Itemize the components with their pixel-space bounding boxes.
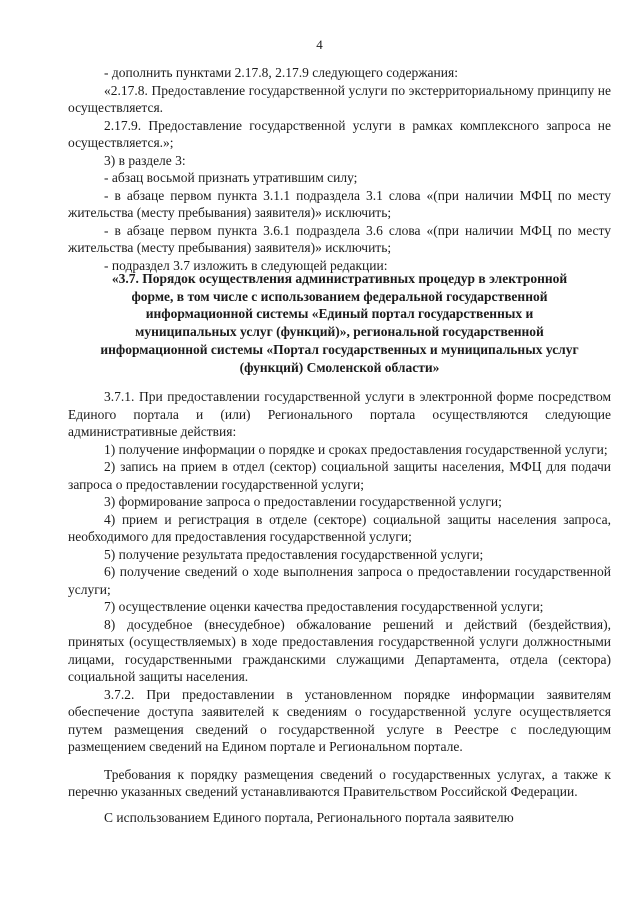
paragraph: С использованием Единого портала, Регионального портала заявителю [104,809,514,825]
paragraph: 3) в разделе 3: [104,152,186,168]
heading-line: (функций) Смоленской области» [239,359,440,375]
heading-line: «3.7. Порядок осуществления административных процедур в электронной [111,271,568,286]
list-item: 7) осуществление оценки качества предоставления государственной услуги; [104,599,544,614]
list-item: 5) получение результата предоставления государственной услуги; [104,546,484,562]
heading-line: информационной системы «Портал государственных и муниципальных услуг [100,341,579,357]
heading-line: информационной системы «Единый портал государственных и [145,306,534,322]
list-item: 8) досудебное (внесудебное) обжалование решений и действий (бездействия), принятых (осуществляемых) в ходе предоставления государственной услуги должностными лицами, государственными гражданскими служащими Департамента, отдела (сектора) социальной защиты населения. [68,616,611,684]
section-body [68,388,611,826]
paragraph: Требования к порядку размещения сведений о государственных услугах, а также к перечню указанных сведений устанавливаются Правительством Российской Федерации. [68,766,611,799]
amendments-top [68,64,611,274]
list-item: 3) формирование запроса о предоставлении государственной услуги; [104,494,502,509]
paragraph: «2.17.8. Предоставление государственной услуги по экстерриториальному принципу не осуществляется. [68,82,611,115]
page-number: 4 [316,37,323,52]
heading-line: муниципальных услуг (функций)», региональной государственной [135,324,544,340]
heading-line: форме, в том числе с использованием федеральной государственной [131,288,548,304]
paragraph: - дополнить пунктами 2.17.8, 2.17.9 следующего содержания: [104,65,458,80]
list-item: 2) запись на прием в отдел (сектор) социальной защиты населения, МФЦ для подачи запроса о предоставлении государственной услуги; [68,459,611,492]
list-item: 1) получение информации о порядке и сроках предоставления государственной услуги; [104,441,608,457]
paragraph: - абзац восьмой признать утратившим силу; [104,170,358,185]
paragraph: - подраздел 3.7 изложить в следующей редакции: [104,257,388,273]
section-heading [68,270,611,376]
list-item: 4) прием и регистрация в отделе (секторе) социальной защиты населения запроса, необходимого для предоставления государственной услуги; [68,511,611,544]
paragraph: 3.7.2. При предоставлении в установленном порядке информации заявителям обеспечение доступа заявителей к сведениям о государственной услуге осуществляется путем размещения сведений о государственной услуге в Реестре с последующим размещением сведений на Едином портале и Региональном портале. [68,686,611,754]
paragraph: 2.17.9. Предоставление государственной услуги в рамках комплексного запроса не осуществляется.»; [68,117,611,150]
paragraph: 3.7.1. При предоставлении государственной услуги в электронной форме посредством Единого портала и (или) Регионального портала осуществляются следующие административные действия: [68,389,611,439]
paragraph: - в абзаце первом пункта 3.1.1 подраздела 3.1 слова «(при наличии МФЦ по месту жительства (месту пребывания) заявителя)» исключить; [68,187,611,220]
paragraph: - в абзаце первом пункта 3.6.1 подраздела 3.6 слова «(при наличии МФЦ по месту жительства (месту пребывания) заявителя)» исключить; [68,222,611,255]
list-item: 6) получение сведений о ходе выполнения запроса о предоставлении государственной услуги; [68,564,611,597]
